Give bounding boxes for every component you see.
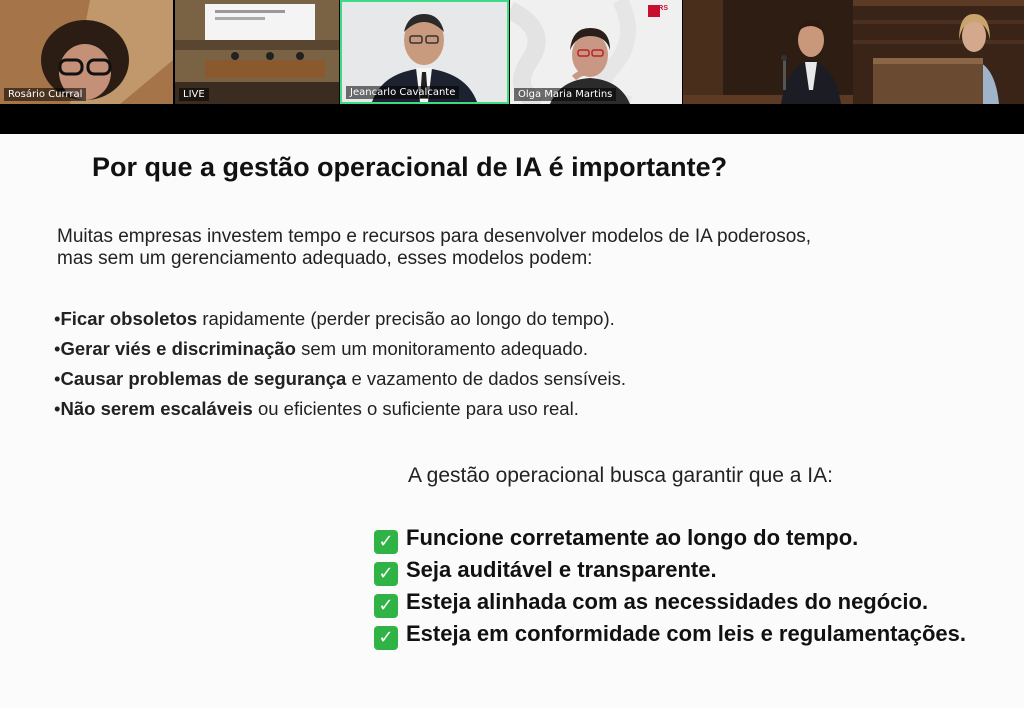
participant-name: Rosário Currral	[4, 88, 86, 101]
bullet-bold: Gerar viés e discriminação	[60, 338, 296, 359]
participant-tile-auditorium[interactable]	[175, 0, 339, 104]
bullet-marker: •	[54, 368, 61, 389]
slide-subheading: A gestão operacional busca garantir que a IA:	[408, 464, 833, 487]
checklist-item	[374, 522, 974, 554]
participant-tile-speaker-2[interactable]	[853, 0, 1024, 104]
bullet-bold: Causar problemas de segurança	[60, 368, 347, 389]
bullet-list	[54, 308, 626, 428]
checklist	[374, 522, 974, 650]
participant-tile-olga[interactable]	[510, 0, 682, 104]
bullet-item	[54, 338, 626, 368]
participant-tile-rosario[interactable]	[0, 0, 173, 104]
bullet-text: sem um monitoramento adequado.	[295, 338, 589, 359]
participant-tile-speaker[interactable]	[683, 0, 853, 104]
checklist-text: Esteja em conformidade com leis e regulamentações.	[406, 621, 966, 646]
bullet-bold: Ficar obsoletos	[60, 308, 198, 329]
checklist-item	[374, 618, 974, 650]
bullet-text: rapidamente (perder precisão ao longo do tempo).	[197, 308, 615, 329]
checkmark-icon: ✓	[374, 626, 398, 650]
bullet-bold: Não serem escaláveis	[60, 398, 253, 419]
checkmark-icon: ✓	[374, 530, 398, 554]
participant-tile-jeancarlo[interactable]	[340, 0, 509, 104]
participant-video-speaker	[683, 0, 853, 104]
ers-logo-text: ERS	[653, 5, 668, 12]
bullet-item	[54, 308, 626, 338]
participant-name: Olga Maria Martins	[514, 88, 616, 101]
slide-title: Por que a gestão operacional de IA é importante?	[92, 152, 728, 182]
shared-slide	[0, 134, 1024, 708]
bullet-marker: •	[54, 308, 61, 329]
participant-strip	[0, 0, 1024, 134]
bullet-marker: •	[54, 338, 61, 359]
checklist-text: Seja auditável e transparente.	[406, 557, 717, 582]
checklist-text: Esteja alinhada com as necessidades do negócio.	[406, 589, 929, 614]
checkmark-icon: ✓	[374, 562, 398, 586]
checkmark-icon: ✓	[374, 594, 398, 618]
slide-intro: Muitas empresas investem tempo e recursos para desenvolver modelos de IA poderosos, mas sem um gerenciamento adequado, esses modelos podem:	[57, 226, 812, 269]
participant-name: Jeancarlo Cavalcante	[346, 86, 459, 99]
bullet-text: e vazamento de dados sensíveis.	[346, 368, 627, 389]
checklist-item	[374, 554, 974, 586]
participant-video-speaker-2	[853, 0, 1024, 104]
participant-name: LIVE	[179, 88, 209, 101]
bullet-marker: •	[54, 398, 61, 419]
checklist-text: Funcione corretamente ao longo do tempo.	[406, 525, 859, 550]
bullet-item	[54, 398, 626, 428]
bullet-item	[54, 368, 626, 398]
bullet-text: ou eficientes o suficiente para uso real.	[252, 398, 579, 419]
checklist-item	[374, 586, 974, 618]
